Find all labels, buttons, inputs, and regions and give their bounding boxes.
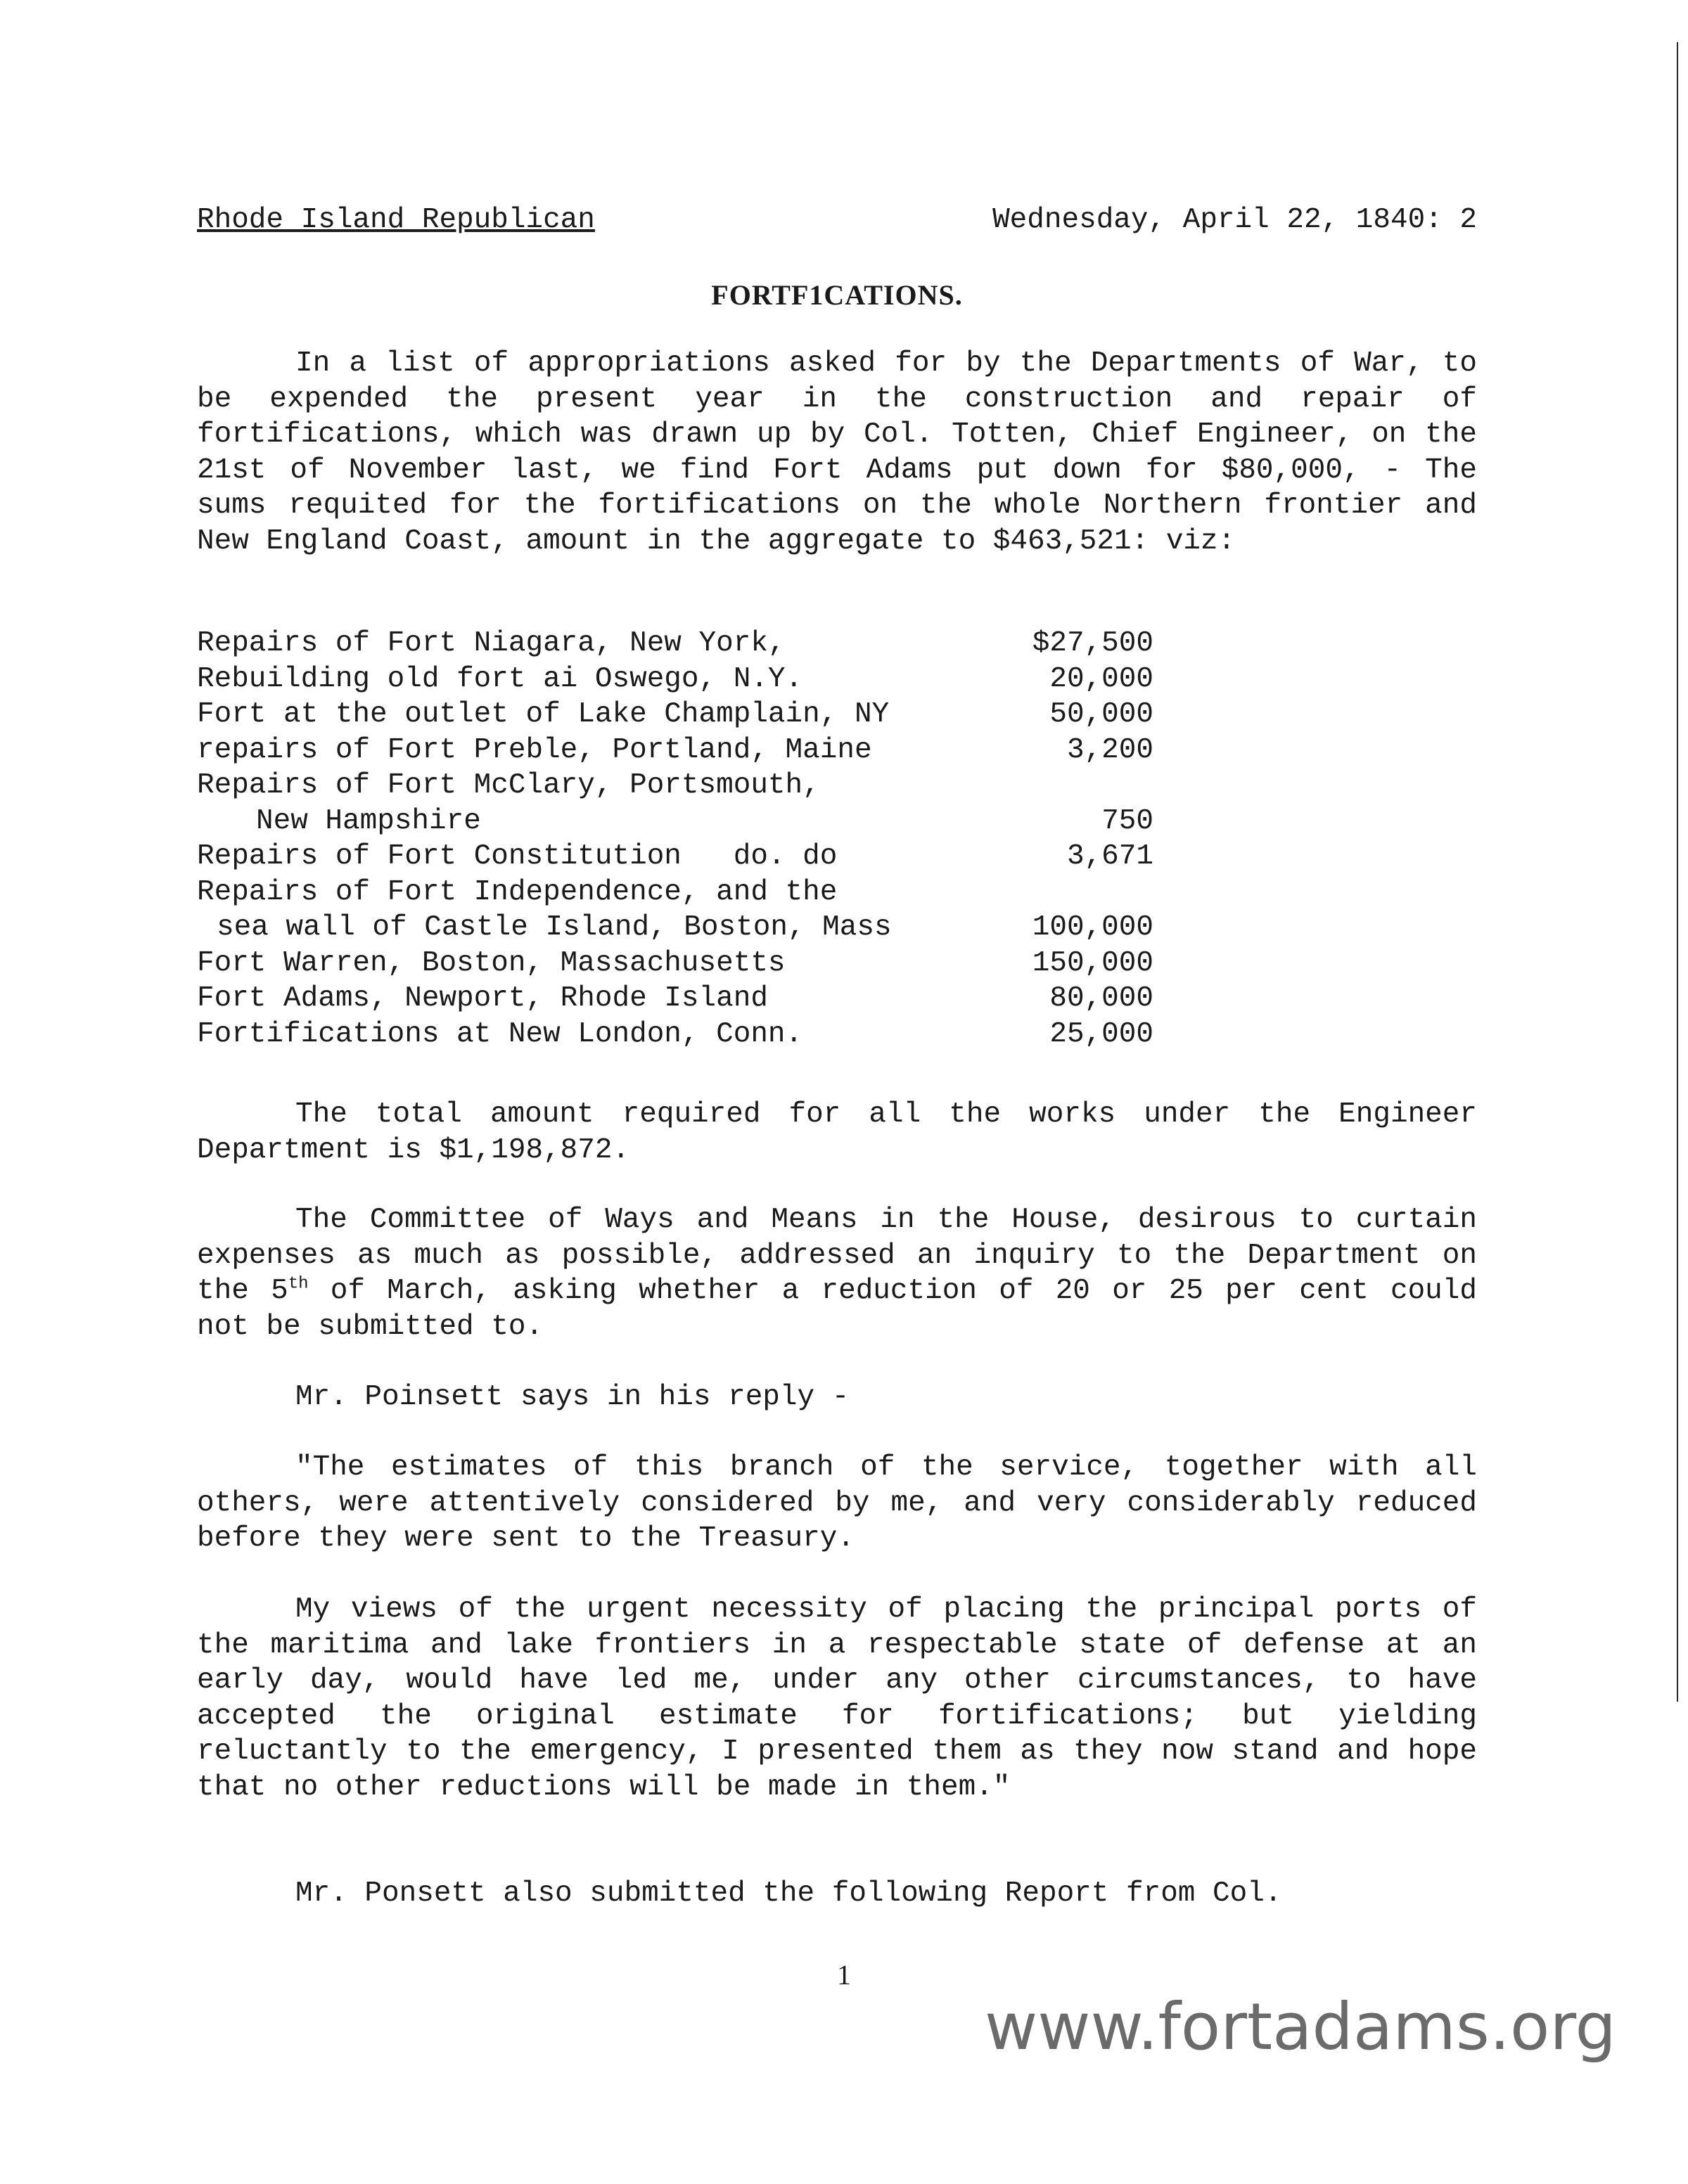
paragraph-quote-1: "The estimates of this branch of the service, together with all others, were attentively considered by me, and very considerably reduced before they were sent to the Treasury. xyxy=(197,1451,1477,1555)
appropriation-amount: 750 xyxy=(1101,804,1153,837)
newspaper-name: Rhode Island Republican xyxy=(197,204,595,236)
table-row xyxy=(197,626,1153,662)
appropriation-item: repairs of Fort Preble, Portland, Maine xyxy=(197,733,872,766)
appropriation-item: Fort at the outlet of Lake Champlain, NY xyxy=(197,698,890,731)
ordinal-suffix: th xyxy=(288,1274,309,1294)
appropriation-amount: $27,500 xyxy=(1032,627,1153,660)
paragraph-committee xyxy=(197,1202,1477,1344)
appropriation-item-continued: sea wall of Castle Island, Boston, Mass xyxy=(217,911,892,944)
appropriation-amount: 3,200 xyxy=(1066,733,1153,766)
appropriation-item: Rebuilding old fort ai Oswego, N.Y. xyxy=(197,662,803,695)
table-row xyxy=(197,697,1153,733)
appropriation-amount: 50,000 xyxy=(1049,698,1153,731)
page-number: 1 xyxy=(837,1959,851,1991)
appropriation-item: Fortifications at New London, Conn. xyxy=(197,1017,803,1051)
table-row xyxy=(197,946,1153,982)
table-row xyxy=(197,839,1153,875)
paragraph-intro: In a list of appropriations asked for by the Departments of War, to be expended the present year in the construction and repair of fortifications, which was drawn up by Col. Totten, Chief Engineer, on the 21st of November last, we find Fort Adams put down for $80,000, - The sums requited for the fortifications on the whole Northern frontier and New England Coast, amount in the aggregate to $463,521: viz: xyxy=(197,347,1477,558)
appropriation-item xyxy=(197,768,1006,839)
appropriation-item: Repairs of Fort Niagara, New York, xyxy=(197,627,786,660)
scan-edge-line xyxy=(1677,42,1678,1702)
table-row xyxy=(197,662,1153,698)
paragraph-poinsett-says: Mr. Poinsett says in his reply - xyxy=(295,1381,850,1413)
appropriation-item: Fort Adams, Newport, Rhode Island xyxy=(197,982,768,1015)
appropriation-amount: 3,671 xyxy=(1066,840,1153,873)
appropriation-item-line: Repairs of Fort McClary, Portsmouth, xyxy=(197,769,820,802)
appropriation-item xyxy=(197,875,1006,946)
paragraph-quote-2: My views of the urgent necessity of placing the principal ports of the maritima and lake frontiers in a respectable state of defense at an early day, would have led me, under any other circumstances, to have accepted the original estimate for fortifications; but yielding reluctantly to the emergency, I presented them as they now stand and hope that no other reductions will be made in them." xyxy=(197,1593,1477,1804)
appropriations-table xyxy=(197,626,1153,1052)
appropriation-item-line: Repairs of Fort Independence, and the xyxy=(197,875,838,908)
table-row xyxy=(197,733,1153,769)
table-row xyxy=(197,875,1153,946)
committee-text-end: of March, asking whether a reduction of 20 or 25 per cent could not be submitted to. xyxy=(197,1275,1477,1343)
article-title: FORTF1CATIONS. xyxy=(711,279,963,311)
appropriation-amount: 20,000 xyxy=(1049,662,1153,695)
header xyxy=(197,199,1477,241)
appropriation-item-continued: New Hampshire xyxy=(256,804,481,837)
dateline: Wednesday, April 22, 1840: 2 xyxy=(992,204,1477,236)
paragraph-total: The total amount required for all the works under the Engineer Department is $1,198,872. xyxy=(197,1098,1477,1167)
table-row xyxy=(197,768,1153,839)
appropriation-item: Fort Warren, Boston, Massachusetts xyxy=(197,946,786,979)
table-row xyxy=(197,1017,1153,1053)
table-row xyxy=(197,981,1153,1017)
website-watermark: www.fortadams.org xyxy=(985,1989,1616,2064)
paragraph-closing: Mr. Ponsett also submitted the following Report from Col. xyxy=(295,1877,1282,1910)
appropriation-item: Repairs of Fort Constitution do. do xyxy=(197,840,838,873)
appropriation-amount: 100,000 xyxy=(1032,911,1153,944)
appropriation-amount: 150,000 xyxy=(1032,946,1153,979)
appropriation-amount: 80,000 xyxy=(1049,982,1153,1015)
committee-text-start: The Committee of Ways and Means in the House, desirous to curtain expenses as much as possible, addressed an inquiry to the Department on the 5 xyxy=(197,1204,1477,1307)
appropriation-amount: 25,000 xyxy=(1049,1017,1153,1051)
